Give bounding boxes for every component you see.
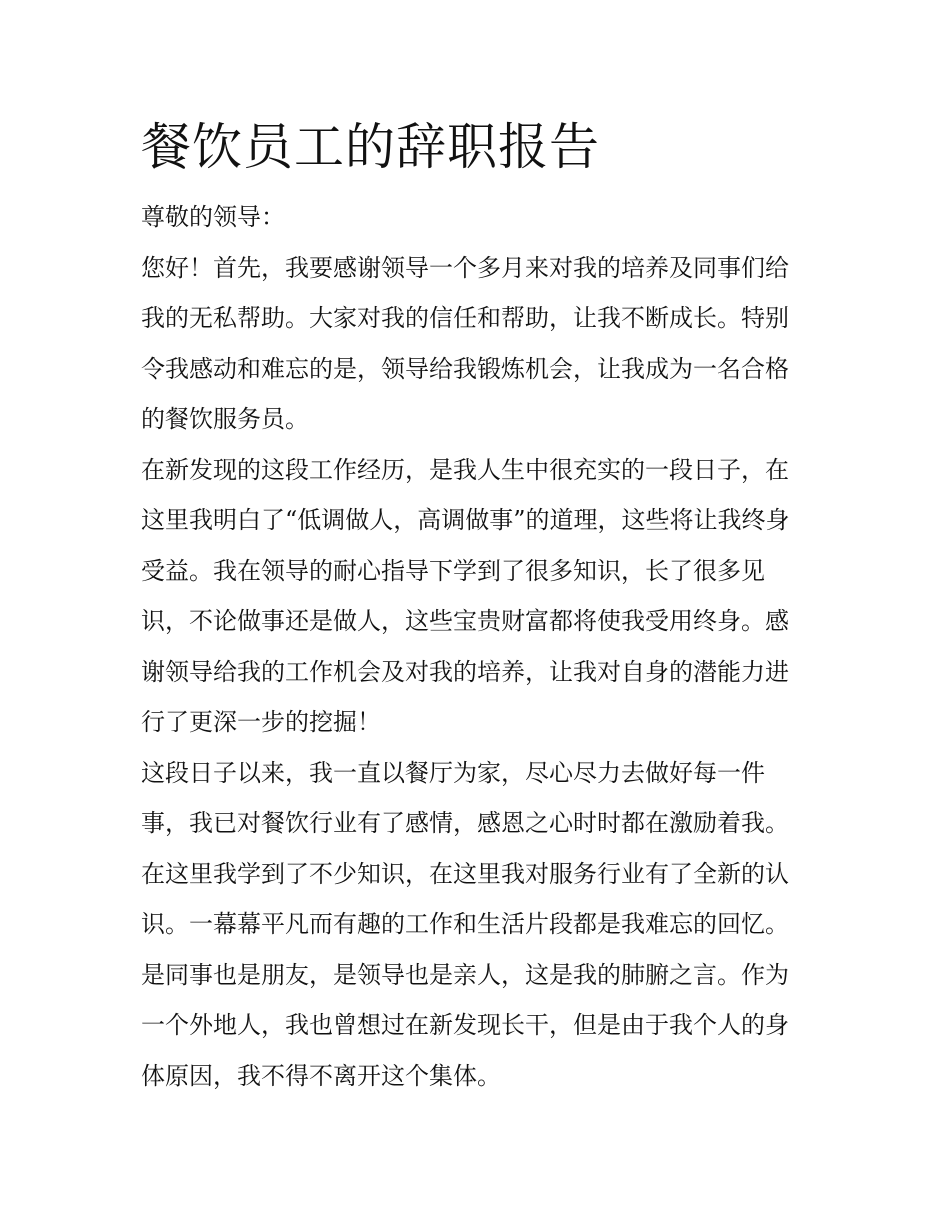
body-line: 我的无私帮助。大家对我的信任和帮助，让我不断成长。特别 xyxy=(141,304,789,332)
body-line: 识。一幕幕平凡而有趣的工作和生活片段都是我难忘的回忆。 xyxy=(141,910,789,938)
document-body xyxy=(141,192,811,1101)
salutation-line: 尊敬的领导： xyxy=(141,203,285,231)
body-line: 是同事也是朋友，是领导也是亲人，这是我的肺腑之言。作为 xyxy=(141,960,789,989)
body-line: 识，不论做事还是做人，这些宝贵财富都将使我受用终身。感 xyxy=(141,607,789,635)
body-line: 令我感动和难忘的是，领导给我锻炼机会，让我成为一名合格 xyxy=(141,354,789,383)
body-line: 这段日子以来，我一直以餐厅为家，尽心尽力去做好每一件 xyxy=(141,758,765,787)
document-page xyxy=(141,112,811,1101)
body-line: 的餐饮服务员。 xyxy=(141,405,309,433)
body-line: 事，我已对餐饮行业有了感情，感恩之心时时都在激励着我。 xyxy=(141,809,789,837)
body-line: 在这里我学到了不少知识，在这里我对服务行业有了全新的认 xyxy=(141,859,789,888)
body-line: 在新发现的这段工作经历，是我人生中很充实的一段日子，在 xyxy=(141,455,789,484)
body-line: 您好！首先，我要感谢领导一个多月来对我的培养及同事们给 xyxy=(141,253,789,282)
body-line: 体原因，我不得不离开这个集体。 xyxy=(141,1061,501,1090)
body-line: 行了更深一步的挖掘！ xyxy=(141,708,381,736)
body-line: 一个外地人，我也曾想过在新发现长干，但是由于我个人的身 xyxy=(141,1011,789,1039)
document-title: 餐饮员工的辞职报告 xyxy=(141,118,600,176)
body-line: 谢领导给我的工作机会及对我的培养，让我对自身的潜能力进 xyxy=(141,657,789,686)
body-line: 受益。我在领导的耐心指导下学到了很多知识，长了很多见 xyxy=(141,556,765,585)
body-line: 这里我明白了“低调做人，高调做事”的道理，这些将让我终身 xyxy=(141,506,790,534)
